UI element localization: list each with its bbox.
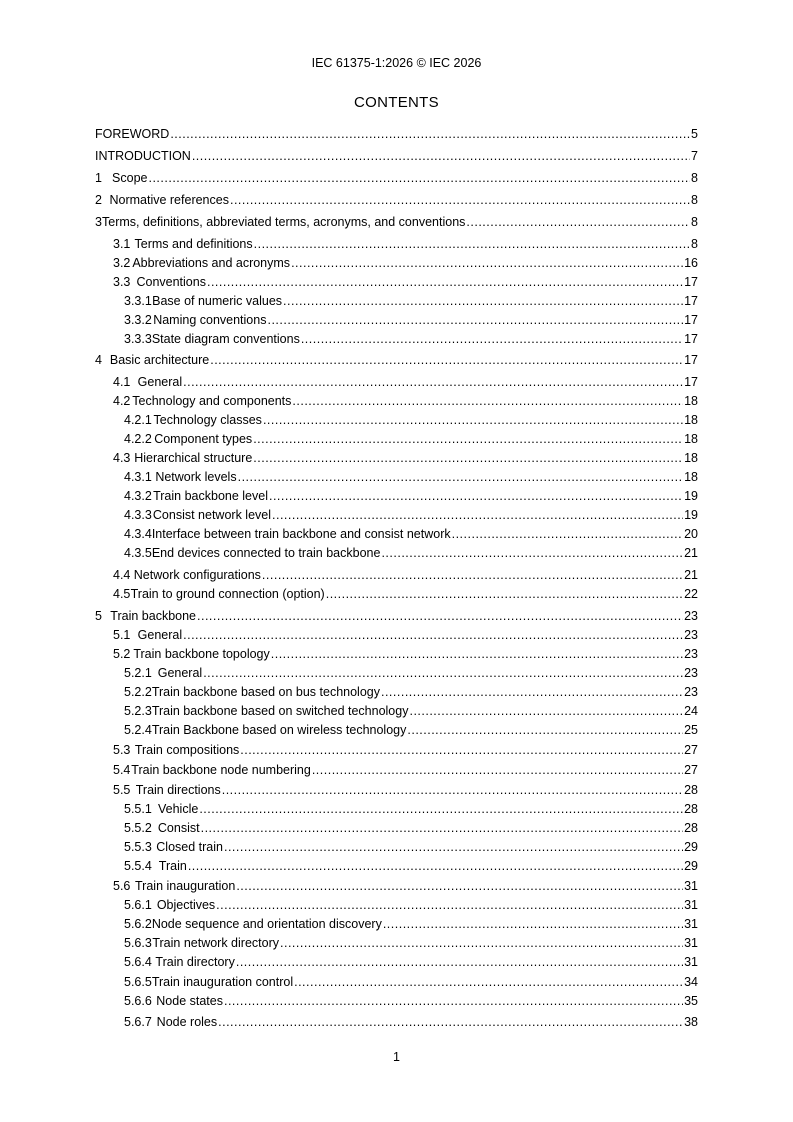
- toc-entry[interactable]: [95, 450, 698, 466]
- toc-entry-title: Terms, definitions, abbreviated terms, acronyms, and conventions: [102, 215, 466, 229]
- toc-entry-title: Node states: [156, 994, 223, 1008]
- toc-entry[interactable]: [95, 469, 698, 485]
- toc-entry[interactable]: [95, 684, 698, 700]
- toc-entry-title: Technology classes: [153, 413, 262, 427]
- toc-entry-page: 18: [684, 413, 698, 427]
- toc-entry-page: 21: [684, 546, 698, 560]
- toc-entry-page: 18: [684, 451, 698, 465]
- toc-dot-leader: [381, 684, 683, 700]
- toc-entry-page: 23: [684, 647, 698, 661]
- toc-entry-page: 17: [684, 332, 698, 346]
- toc-dot-leader: [283, 293, 683, 309]
- toc-entry-title: Component types: [154, 432, 253, 446]
- toc-entry-title: Objectives: [156, 898, 216, 912]
- toc-entry[interactable]: [95, 801, 698, 817]
- toc-entry-page: 21: [684, 568, 698, 582]
- toc-entry[interactable]: [95, 255, 698, 271]
- toc-entry-page: 17: [684, 275, 698, 289]
- toc-entry-title: Network levels: [155, 470, 237, 484]
- toc-entry-number: 3.3.3: [124, 332, 152, 346]
- toc-entry-number: 5.6: [113, 879, 131, 893]
- toc-entry-number: 4.1: [113, 375, 131, 389]
- toc-entry-title: Basic architecture: [109, 353, 210, 367]
- toc-dot-leader: [230, 192, 690, 208]
- toc-entry-page: 19: [684, 489, 698, 503]
- toc-entry[interactable]: [95, 782, 698, 798]
- toc-entry[interactable]: [95, 170, 698, 186]
- toc-entry[interactable]: [95, 431, 698, 447]
- toc-entry-page: 17: [684, 294, 698, 308]
- toc-entry-number: 3: [95, 215, 102, 229]
- toc-entry-number: 3.3: [113, 275, 131, 289]
- toc-entry-number: 5.5.1: [124, 802, 152, 816]
- toc-entry-page: 25: [684, 723, 698, 737]
- toc-entry-number: 5.4: [113, 763, 131, 777]
- toc-dot-leader: [253, 431, 683, 447]
- toc-entry-page: 17: [684, 375, 698, 389]
- toc-entry-number: 5.2.3: [124, 704, 152, 718]
- toc-entry-number: 5: [95, 609, 102, 623]
- toc-entry-title: Consist: [157, 821, 200, 835]
- toc-dot-leader: [409, 703, 683, 719]
- toc-entry-title: Node roles: [156, 1015, 218, 1029]
- toc-entry-page: 23: [684, 666, 698, 680]
- toc-entry-page: 29: [684, 859, 698, 873]
- toc-entry-number: 5.6.2: [124, 917, 152, 931]
- toc-entry[interactable]: [95, 820, 698, 836]
- toc-entry-number: 4: [95, 353, 102, 367]
- toc-entry-number: 5.6.1: [124, 898, 152, 912]
- toc-dot-leader: [292, 393, 683, 409]
- toc-entry-number: 3.1: [113, 237, 131, 251]
- toc-dot-leader: [291, 255, 683, 271]
- toc-dot-leader: [183, 627, 683, 643]
- toc-entry[interactable]: [95, 608, 698, 624]
- toc-entry-title: State diagram conventions: [151, 332, 300, 346]
- toc-dot-leader: [192, 148, 690, 164]
- toc-entry-number: 5.1: [113, 628, 131, 642]
- toc-entry-page: 17: [684, 313, 698, 327]
- toc-entry-number: 5.5.4: [124, 859, 152, 873]
- toc-entry-number: 1: [95, 171, 102, 185]
- toc-dot-leader: [207, 274, 683, 290]
- toc-entry-number: 3.3.1: [124, 294, 152, 308]
- toc-dot-leader: [197, 608, 683, 624]
- toc-entry[interactable]: [95, 507, 698, 523]
- toc-entry-title: FOREWORD: [95, 127, 170, 141]
- toc-entry-number: 4.3.2: [124, 489, 152, 503]
- toc-entry[interactable]: [95, 974, 698, 990]
- toc-entry-number: 5.6.3: [124, 936, 152, 950]
- toc-dot-leader: [267, 312, 683, 328]
- toc-entry-title: Train backbone: [110, 609, 196, 623]
- toc-dot-leader: [254, 236, 690, 252]
- toc-entry-page: 34: [684, 975, 698, 989]
- toc-dot-leader: [263, 412, 683, 428]
- toc-dot-leader: [312, 762, 683, 778]
- toc-dot-leader: [407, 722, 683, 738]
- toc-entry-title: Scope: [112, 171, 148, 185]
- toc-entry-page: 27: [684, 743, 698, 757]
- toc-dot-leader: [170, 126, 690, 142]
- toc-dot-leader: [183, 374, 683, 390]
- toc-entry-title: Train backbone based on switched technology: [151, 704, 409, 718]
- toc-entry-title: INTRODUCTION: [95, 149, 191, 163]
- toc-entry-title: Interface between train backbone and consist network: [151, 527, 451, 541]
- toc-entry-title: Abbreviations and acronyms: [132, 256, 291, 270]
- toc-dot-leader: [280, 935, 683, 951]
- toc-entry-number: 4.2.1: [124, 413, 152, 427]
- toc-entry-title: Conventions: [136, 275, 206, 289]
- toc-entry[interactable]: [95, 488, 698, 504]
- toc-entry-title: Naming conventions: [153, 313, 267, 327]
- toc-entry[interactable]: [95, 646, 698, 662]
- toc-entry[interactable]: [95, 374, 698, 390]
- toc-entry-title: Vehicle: [158, 802, 199, 816]
- toc-entry-page: 31: [684, 917, 698, 931]
- toc-entry-page: 8: [691, 171, 698, 185]
- toc-entry-number: 5.6.5: [124, 975, 152, 989]
- toc-entry-title: Normative references: [109, 193, 229, 207]
- toc-entry-number: 3.3.2: [124, 313, 152, 327]
- toc-entry-number: 4.2: [113, 394, 131, 408]
- toc-entry-page: 8: [691, 215, 698, 229]
- toc-dot-leader: [199, 801, 683, 817]
- toc-entry-page: 19: [684, 508, 698, 522]
- toc-entry-number: 5.6.6: [124, 994, 152, 1008]
- toc-dot-leader: [188, 858, 683, 874]
- page-number: 1: [393, 1050, 400, 1064]
- toc-entry-page: 28: [684, 783, 698, 797]
- toc-dot-leader: [262, 567, 683, 583]
- toc-entry-page: 5: [691, 127, 698, 141]
- toc-entry-number: 5.6.4: [124, 955, 152, 969]
- toc-entry-page: 23: [684, 609, 698, 623]
- toc-entry-title: Network configurations: [133, 568, 261, 582]
- toc-entry-number: 5.5: [113, 783, 131, 797]
- toc-entry-title: Technology and components: [132, 394, 292, 408]
- toc-entry-number: 4.4: [113, 568, 131, 582]
- toc-entry[interactable]: [95, 722, 698, 738]
- toc-entry-title: General: [157, 666, 203, 680]
- toc-entry[interactable]: [95, 236, 698, 252]
- toc-entry-title: Train directions: [135, 783, 221, 797]
- toc-dot-leader: [269, 488, 683, 504]
- toc-entry[interactable]: [95, 293, 698, 309]
- toc-entry-number: 4.3.1: [124, 470, 152, 484]
- toc-dot-leader: [210, 352, 683, 368]
- toc-entry-page: 7: [691, 149, 698, 163]
- toc-entry-page: 22: [684, 587, 698, 601]
- toc-entry-title: Train backbone topology: [133, 647, 270, 661]
- toc-entry-title: Train Backbone based on wireless technology: [151, 723, 407, 737]
- toc-entry[interactable]: [95, 627, 698, 643]
- toc-entry[interactable]: [95, 878, 698, 894]
- toc-entry[interactable]: [95, 586, 698, 602]
- toc-dot-leader: [222, 782, 683, 798]
- toc-entry-page: 23: [684, 685, 698, 699]
- toc-entry[interactable]: [95, 352, 698, 368]
- toc-entry-title: Consist network level: [152, 508, 271, 522]
- toc-entry[interactable]: [95, 935, 698, 951]
- toc-entry-number: 4.3.5: [124, 546, 152, 560]
- toc-entry-page: 23: [684, 628, 698, 642]
- toc-entry[interactable]: [95, 126, 698, 142]
- toc-dot-leader: [240, 742, 683, 758]
- toc-entry-number: 5.2.4: [124, 723, 152, 737]
- toc-dot-leader: [218, 1014, 683, 1030]
- toc-dot-leader: [148, 170, 690, 186]
- toc-entry-number: 5.6.7: [124, 1015, 152, 1029]
- toc-entry-title: Train inauguration control: [151, 975, 294, 989]
- toc-entry-page: 8: [691, 193, 698, 207]
- toc-entry-number: 4.3: [113, 451, 131, 465]
- toc-dot-leader: [236, 954, 683, 970]
- toc-entry-page: 29: [684, 840, 698, 854]
- toc-entry-page: 18: [684, 432, 698, 446]
- toc-entry[interactable]: [95, 665, 698, 681]
- toc-entry-number: 4.2.2: [124, 432, 152, 446]
- toc-entry-title: Train network directory: [152, 936, 279, 950]
- toc-entry[interactable]: [95, 703, 698, 719]
- toc-entry-number: 5.5.2: [124, 821, 152, 835]
- toc-entry-title: Node sequence and orientation discovery: [151, 917, 382, 931]
- toc-entry-page: 20: [684, 527, 698, 541]
- toc-entry-page: 35: [684, 994, 698, 1008]
- toc-entry-number: 5.2.1: [124, 666, 152, 680]
- toc-entry[interactable]: [95, 897, 698, 913]
- toc-entry-page: 24: [684, 704, 698, 718]
- toc-entry-page: 16: [684, 256, 698, 270]
- toc-entry-page: 31: [684, 955, 698, 969]
- toc-dot-leader: [381, 545, 683, 561]
- toc-entry-page: 18: [684, 470, 698, 484]
- toc-entry[interactable]: [95, 742, 698, 758]
- toc-entry[interactable]: [95, 858, 698, 874]
- toc-dot-leader: [326, 586, 683, 602]
- toc-dot-leader: [238, 469, 684, 485]
- toc-entry-title: End devices connected to train backbone: [151, 546, 381, 560]
- contents-title: CONTENTS: [354, 94, 439, 111]
- toc-dot-leader: [452, 526, 683, 542]
- toc-entry-page: 28: [684, 802, 698, 816]
- toc-entry[interactable]: [95, 312, 698, 328]
- toc-entry[interactable]: [95, 274, 698, 290]
- toc-dot-leader: [301, 331, 683, 347]
- toc-entry-page: 38: [684, 1015, 698, 1029]
- toc-entry[interactable]: [95, 331, 698, 347]
- toc-dot-leader: [466, 214, 690, 230]
- toc-entry[interactable]: [95, 954, 698, 970]
- toc-entry[interactable]: [95, 148, 698, 164]
- toc-entry-page: 28: [684, 821, 698, 835]
- toc-entry-title: Train backbone node numbering: [131, 763, 311, 777]
- toc-entry-title: Terms and definitions: [134, 237, 253, 251]
- toc-entry-number: 2: [95, 193, 102, 207]
- toc-entry[interactable]: [95, 192, 698, 208]
- toc-entry[interactable]: [95, 916, 698, 932]
- toc-entry-number: 5.3: [113, 743, 131, 757]
- toc-entry-number: 5.2.2: [124, 685, 152, 699]
- toc-entry-number: 3.2: [113, 256, 131, 270]
- toc-entry-number: 4.3.3: [124, 508, 152, 522]
- toc-entry-page: 17: [684, 353, 698, 367]
- toc-entry[interactable]: [95, 993, 698, 1009]
- toc-dot-leader: [236, 878, 683, 894]
- toc-entry-page: 8: [691, 237, 698, 251]
- toc-dot-leader: [272, 507, 683, 523]
- toc-dot-leader: [224, 993, 683, 1009]
- toc-entry-title: Train to ground connection (option): [130, 587, 325, 601]
- toc-entry-number: 4.3.4: [124, 527, 152, 541]
- toc-entry-page: 18: [684, 394, 698, 408]
- toc-dot-leader: [253, 450, 683, 466]
- toc-entry[interactable]: [95, 839, 698, 855]
- toc-entry-title: Hierarchical structure: [134, 451, 253, 465]
- toc-entry-title: Train inauguration: [135, 879, 236, 893]
- toc-dot-leader: [294, 974, 683, 990]
- toc-entry-number: 4.5: [113, 587, 131, 601]
- toc-entry[interactable]: [95, 1014, 698, 1030]
- toc-entry[interactable]: [95, 214, 698, 230]
- toc-entry-title: Train backbone level: [153, 489, 268, 503]
- toc-entry-title: Train directory: [155, 955, 235, 969]
- toc-entry-title: General: [137, 375, 183, 389]
- toc-entry-page: 31: [684, 879, 698, 893]
- toc-entry[interactable]: [95, 526, 698, 542]
- toc-entry-page: 31: [684, 936, 698, 950]
- toc-entry[interactable]: [95, 567, 698, 583]
- toc-dot-leader: [271, 646, 683, 662]
- toc-dot-leader: [203, 665, 683, 681]
- toc-dot-leader: [216, 897, 683, 913]
- toc-entry[interactable]: [95, 545, 698, 561]
- toc-entry-page: 31: [684, 898, 698, 912]
- toc-entry-title: Train backbone based on bus technology: [151, 685, 380, 699]
- document-header: IEC 61375-1:2026 © IEC 2026: [311, 56, 482, 70]
- toc-entry-title: Train compositions: [134, 743, 240, 757]
- toc-entry-number: 5.2: [113, 647, 131, 661]
- toc-entry-number: 5.5.3: [124, 840, 152, 854]
- toc-entry-title: General: [137, 628, 183, 642]
- toc-dot-leader: [224, 839, 683, 855]
- toc-entry[interactable]: [95, 393, 698, 409]
- toc-entry-title: Closed train: [156, 840, 223, 854]
- toc-entry-title: Base of numeric values: [152, 294, 283, 308]
- toc-entry-title: Train: [158, 859, 187, 873]
- toc-entry-page: 27: [684, 763, 698, 777]
- toc-dot-leader: [201, 820, 684, 836]
- toc-entry[interactable]: [95, 412, 698, 428]
- toc-dot-leader: [383, 916, 683, 932]
- toc-entry[interactable]: [95, 762, 698, 778]
